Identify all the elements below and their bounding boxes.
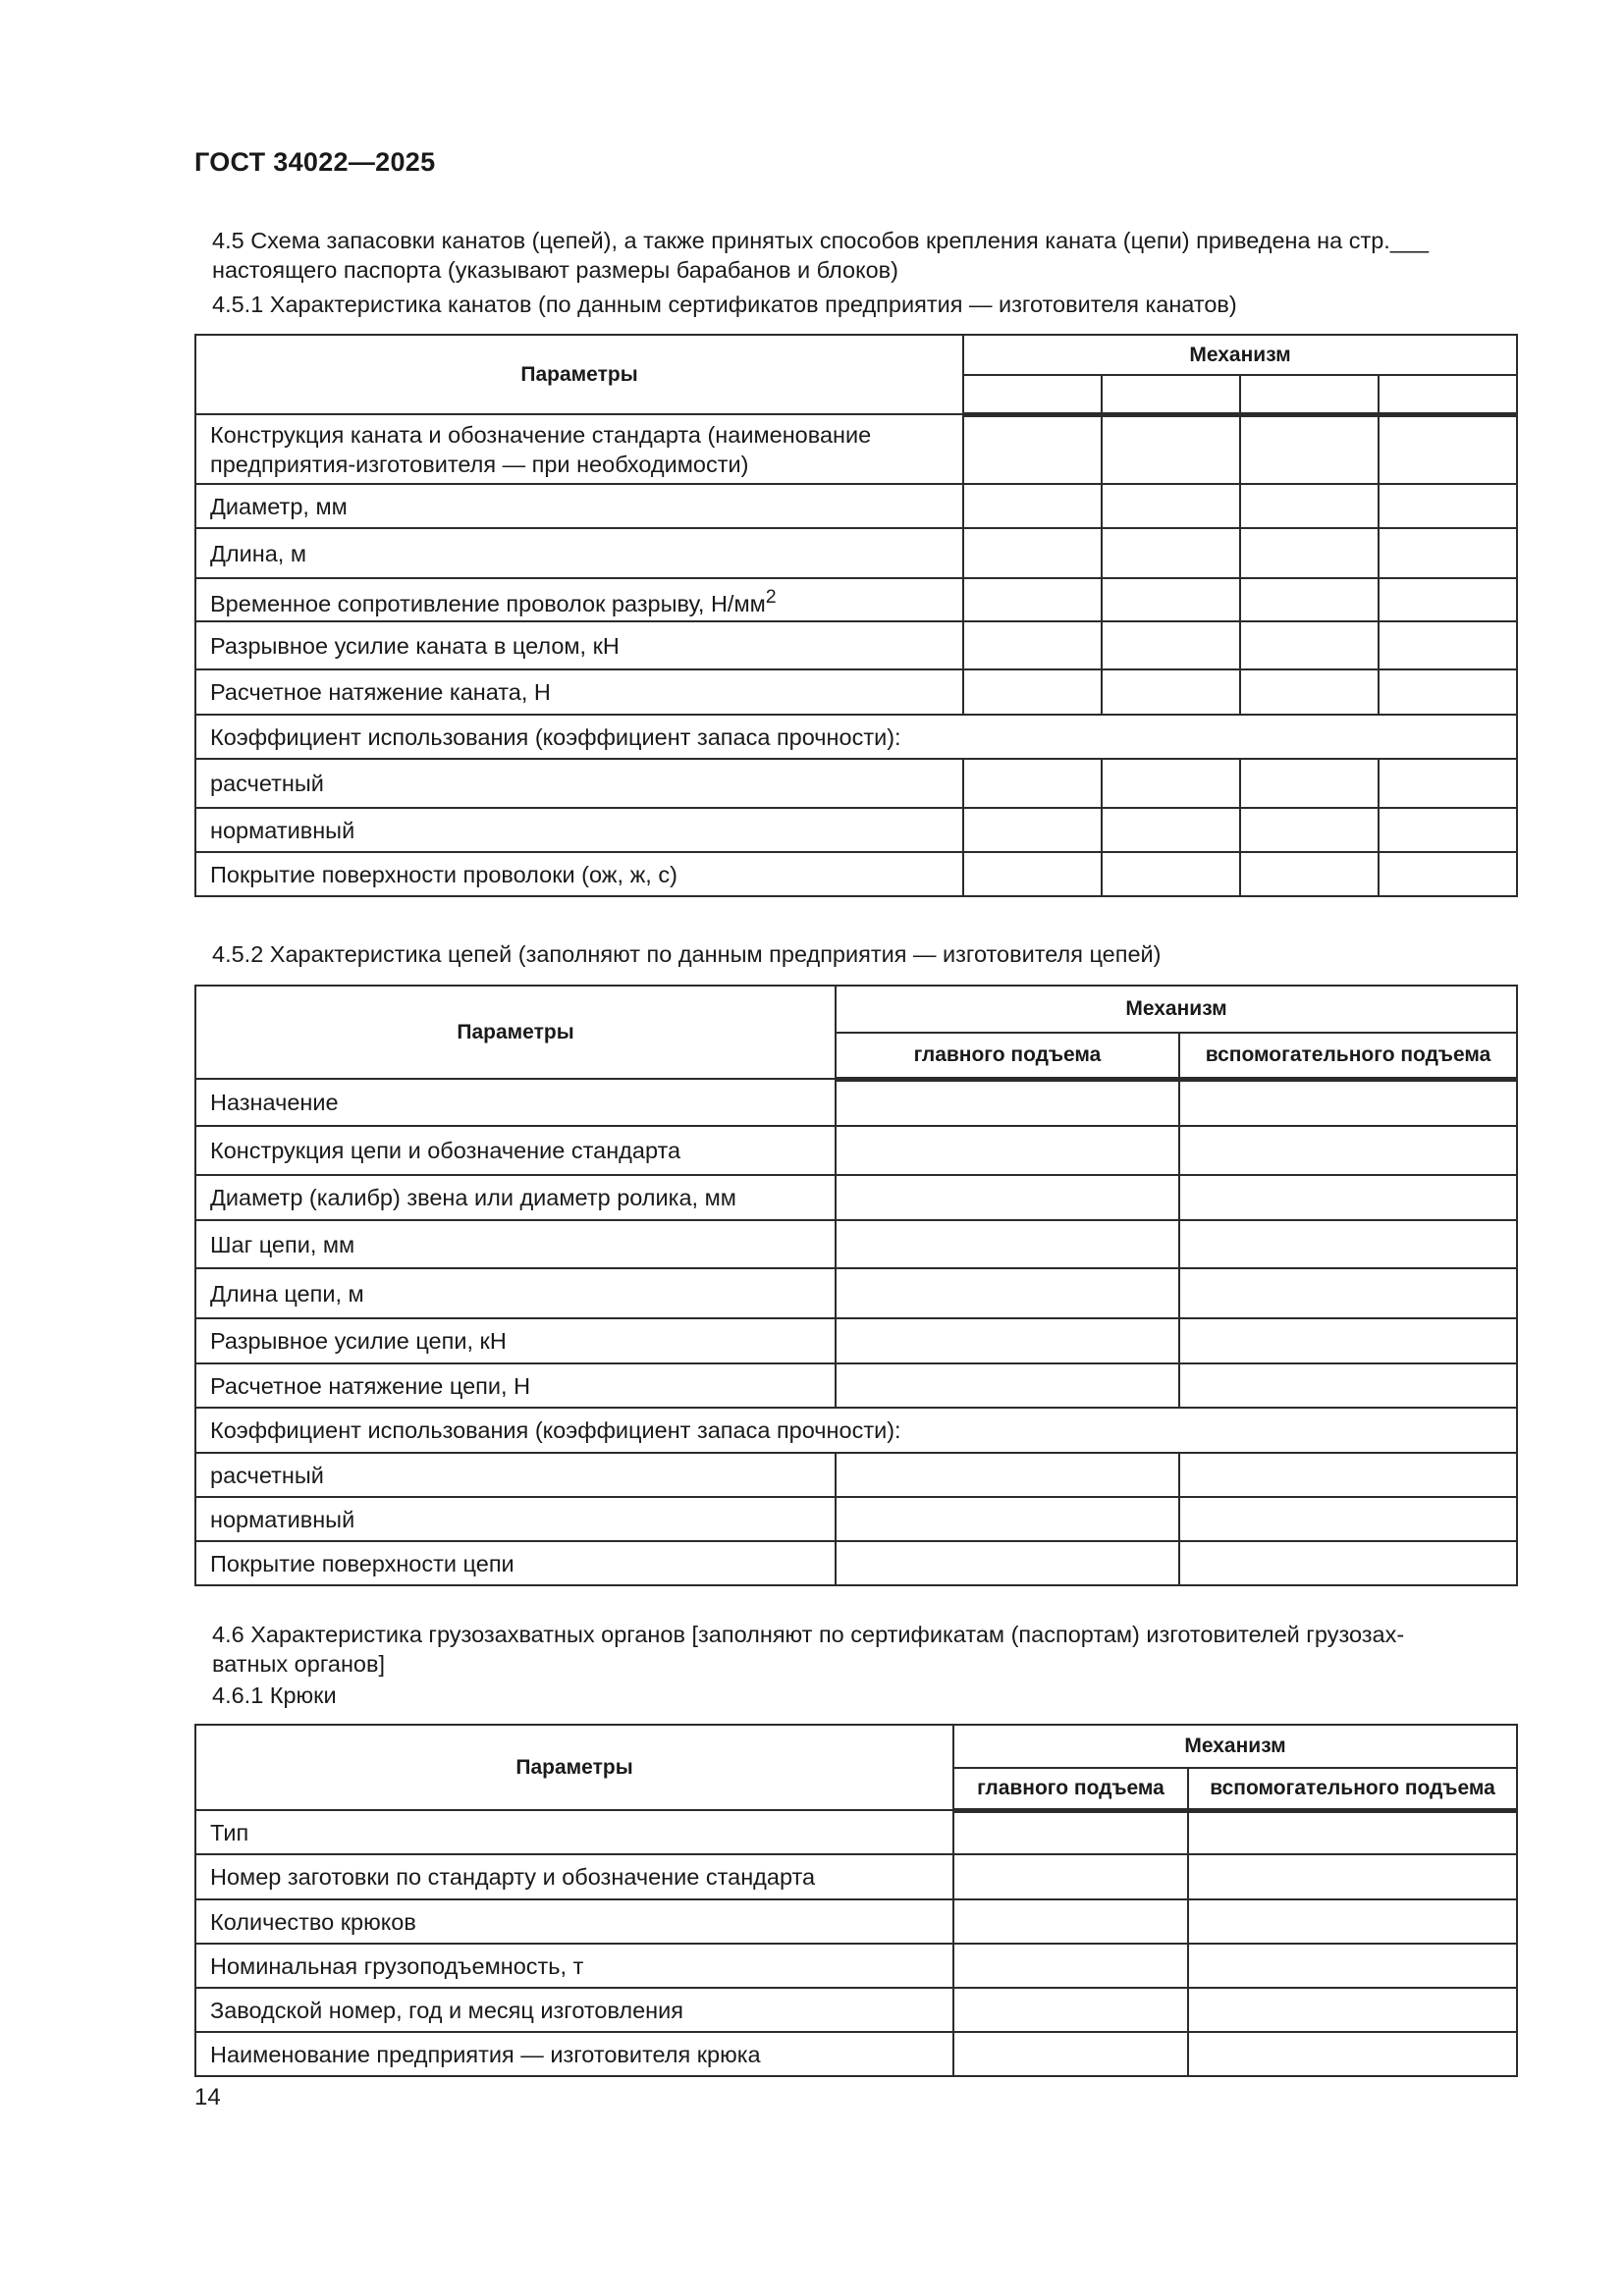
table-cell[interactable]	[953, 1988, 1188, 2032]
table-cell[interactable]	[836, 1318, 1179, 1363]
ropes-mechanism-col-1	[963, 375, 1102, 414]
table-cell[interactable]	[1188, 1810, 1517, 1854]
table-cell[interactable]	[836, 1363, 1179, 1408]
section-4-5-1-heading: 4.5.1 Характеристика канатов (по данным сертификатов предприятия — изготовителя канатов)	[212, 292, 1237, 317]
table-row	[195, 578, 1517, 621]
chains-row-label: расчетный	[195, 1453, 836, 1497]
table-cell[interactable]	[1102, 759, 1240, 808]
table-row	[195, 2032, 1517, 2076]
section-4-5-line2: настоящего паспорта (указывают размеры барабанов и блоков)	[212, 257, 898, 283]
chains-row-label: Диаметр (калибр) звена или диаметр ролика, мм	[195, 1175, 836, 1220]
table-row	[195, 621, 1517, 669]
table-cell[interactable]	[1379, 621, 1517, 669]
ropes-row-label: Диаметр, мм	[195, 484, 963, 528]
table-row	[195, 1541, 1517, 1585]
ropes-row-label: Длина, м	[195, 528, 963, 578]
chains-row-label: нормативный	[195, 1497, 836, 1541]
table-cell[interactable]	[1179, 1497, 1517, 1541]
table-cell[interactable]	[1379, 414, 1517, 484]
section-4-6-line2: ватных органов]	[212, 1651, 386, 1677]
table-cell[interactable]	[1179, 1079, 1517, 1126]
table-cell[interactable]	[836, 1268, 1179, 1318]
ropes-col-mechanism: Механизм	[963, 335, 1517, 375]
table-cell[interactable]	[1240, 759, 1379, 808]
section-4-5-2-heading: 4.5.2 Характеристика цепей (заполняют по данным предприятия — изготовителя цепей)	[212, 941, 1162, 967]
table-cell[interactable]	[963, 669, 1102, 715]
table-row	[195, 1220, 1517, 1268]
table-row	[195, 1988, 1517, 2032]
table-cell[interactable]	[836, 1079, 1179, 1126]
hooks-row-label: Заводской номер, год и месяц изготовления	[195, 1988, 953, 2032]
ropes-row-label: Коэффициент использования (коэффициент запаса прочности):	[195, 715, 1517, 759]
chains-col-aux-lift: вспомогательного подъема	[1179, 1033, 1517, 1079]
table-cell[interactable]	[953, 1899, 1188, 1944]
table-row	[195, 1126, 1517, 1175]
ropes-row-label: расчетный	[195, 759, 963, 808]
table-row	[195, 808, 1517, 852]
table-cell[interactable]	[1240, 852, 1379, 896]
table-cell[interactable]	[1102, 528, 1240, 578]
table-row	[195, 669, 1517, 715]
ropes-header-row	[195, 335, 1517, 375]
table-row	[195, 1944, 1517, 1988]
chains-row-label: Шаг цепи, мм	[195, 1220, 836, 1268]
chains-row-label: Разрывное усилие цепи, кН	[195, 1318, 836, 1363]
table-cell[interactable]	[963, 852, 1102, 896]
table-cell[interactable]	[1179, 1126, 1517, 1175]
table-cell[interactable]	[1188, 1988, 1517, 2032]
table-cell[interactable]	[1102, 669, 1240, 715]
hooks-row-label: Номинальная грузоподъемность, т	[195, 1944, 953, 1988]
table-row	[195, 1899, 1517, 1944]
table-cell[interactable]	[1102, 808, 1240, 852]
ropes-row-label	[195, 578, 963, 621]
table-row	[195, 484, 1517, 528]
table-cell[interactable]	[953, 1810, 1188, 1854]
table-cell[interactable]	[953, 2032, 1188, 2076]
chains-row-label: Длина цепи, м	[195, 1268, 836, 1318]
table-cell[interactable]	[963, 808, 1102, 852]
table-cell[interactable]	[1379, 852, 1517, 896]
table-cell[interactable]	[836, 1220, 1179, 1268]
table-cell[interactable]	[836, 1541, 1179, 1585]
chains-header-row	[195, 986, 1517, 1033]
table-cell[interactable]	[1179, 1268, 1517, 1318]
table-cell[interactable]	[1379, 528, 1517, 578]
table-cell[interactable]	[953, 1854, 1188, 1899]
table-cell[interactable]	[1179, 1541, 1517, 1585]
table-cell[interactable]	[1102, 578, 1240, 621]
hooks-table	[194, 1724, 1518, 2077]
chains-col-main-lift: главного подъема	[836, 1033, 1179, 1079]
table-cell[interactable]	[953, 1944, 1188, 1988]
table-cell[interactable]	[1379, 578, 1517, 621]
table-cell[interactable]	[1188, 2032, 1517, 2076]
table-cell[interactable]	[1240, 621, 1379, 669]
table-row	[195, 1453, 1517, 1497]
hooks-header-row	[195, 1725, 1517, 1768]
chains-row-label: Назначение	[195, 1079, 836, 1126]
table-cell[interactable]	[1179, 1220, 1517, 1268]
table-cell[interactable]	[1240, 578, 1379, 621]
table-row	[195, 1175, 1517, 1220]
ropes-col-params: Параметры	[195, 335, 963, 414]
table-row	[195, 1268, 1517, 1318]
table-cell[interactable]	[1179, 1363, 1517, 1408]
page-number: 14	[194, 2084, 221, 2110]
section-4-6-1-heading: 4.6.1 Крюки	[212, 1682, 337, 1708]
ropes-mechanism-col-4	[1379, 375, 1517, 414]
chains-table	[194, 985, 1518, 1586]
ropes-row-label: Разрывное усилие каната в целом, кН	[195, 621, 963, 669]
table-row	[195, 528, 1517, 578]
chains-col-mechanism: Механизм	[836, 986, 1517, 1033]
ropes-mechanism-col-2	[1102, 375, 1240, 414]
document-title: ГОСТ 34022—2025	[194, 147, 436, 177]
table-row	[195, 1810, 1517, 1854]
section-4-6-text	[212, 1620, 1515, 1679]
table-cell[interactable]	[1240, 669, 1379, 715]
table-cell[interactable]	[1240, 808, 1379, 852]
hooks-col-main-lift: главного подъема	[953, 1768, 1188, 1810]
hooks-col-params: Параметры	[195, 1725, 953, 1810]
table-row	[195, 1497, 1517, 1541]
table-row	[195, 1318, 1517, 1363]
ropes-mechanism-col-3	[1240, 375, 1379, 414]
table-cell[interactable]	[963, 484, 1102, 528]
table-row	[195, 1408, 1517, 1453]
chains-row-label: Конструкция цепи и обозначение стандарта	[195, 1126, 836, 1175]
ropes-row-label-text: Временное сопротивление проволок разрыву, Н/мм	[210, 590, 766, 616]
table-cell[interactable]	[963, 578, 1102, 621]
hooks-col-aux-lift: вспомогательного подъема	[1188, 1768, 1517, 1810]
hooks-row-label: Номер заготовки по стандарту и обозначение стандарта	[195, 1854, 953, 1899]
table-cell[interactable]	[1179, 1175, 1517, 1220]
superscript-2: 2	[765, 585, 777, 608]
ropes-row-label: Расчетное натяжение каната, Н	[195, 669, 963, 715]
table-cell[interactable]	[1188, 1944, 1517, 1988]
table-cell[interactable]	[836, 1497, 1179, 1541]
table-cell[interactable]	[1188, 1899, 1517, 1944]
ropes-row-label: Конструкция каната и обозначение стандарта (наименование предприятия-изготовителя — при необходимости)	[195, 414, 963, 484]
hooks-col-mechanism: Механизм	[953, 1725, 1517, 1768]
table-cell[interactable]	[1379, 759, 1517, 808]
table-cell[interactable]	[1379, 669, 1517, 715]
chains-row-label: Расчетное натяжение цепи, Н	[195, 1363, 836, 1408]
table-cell[interactable]	[1379, 808, 1517, 852]
table-cell[interactable]	[1379, 484, 1517, 528]
table-cell[interactable]	[1102, 484, 1240, 528]
table-cell[interactable]	[1102, 852, 1240, 896]
table-row	[195, 414, 1517, 484]
table-cell[interactable]	[836, 1453, 1179, 1497]
table-cell[interactable]	[963, 621, 1102, 669]
section-4-6-line1: 4.6 Характеристика грузозахватных органов [заполняют по сертификатам (паспортам) изготовителей грузозах-	[212, 1622, 1405, 1647]
table-row	[195, 759, 1517, 808]
chains-row-label: Покрытие поверхности цепи	[195, 1541, 836, 1585]
section-4-5-text	[212, 226, 1515, 285]
table-cell[interactable]	[963, 759, 1102, 808]
table-cell[interactable]	[1179, 1318, 1517, 1363]
section-4-5-line1: 4.5 Схема запасовки канатов (цепей), а также принятых способов крепления каната (цепи) приведена на стр.___	[212, 228, 1430, 253]
table-row	[195, 1079, 1517, 1126]
hooks-row-label: Наименование предприятия — изготовителя крюка	[195, 2032, 953, 2076]
ropes-table	[194, 334, 1518, 897]
table-cell[interactable]	[1240, 528, 1379, 578]
table-cell[interactable]	[836, 1175, 1179, 1220]
chains-row-label: Коэффициент использования (коэффициент запаса прочности):	[195, 1408, 1517, 1453]
ropes-row-label: Покрытие поверхности проволоки (ож, ж, с)	[195, 852, 963, 896]
hooks-row-label: Количество крюков	[195, 1899, 953, 1944]
table-cell[interactable]	[1179, 1453, 1517, 1497]
table-cell[interactable]	[1102, 621, 1240, 669]
table-row	[195, 852, 1517, 896]
table-row	[195, 715, 1517, 759]
table-cell[interactable]	[1240, 414, 1379, 484]
hooks-row-label: Тип	[195, 1810, 953, 1854]
chains-col-params: Параметры	[195, 986, 836, 1079]
table-cell[interactable]	[963, 414, 1102, 484]
table-cell[interactable]	[1188, 1854, 1517, 1899]
table-cell[interactable]	[963, 528, 1102, 578]
table-row	[195, 1854, 1517, 1899]
table-cell[interactable]	[1102, 414, 1240, 484]
table-cell[interactable]	[836, 1126, 1179, 1175]
ropes-row-label: нормативный	[195, 808, 963, 852]
table-cell[interactable]	[1240, 484, 1379, 528]
table-row	[195, 1363, 1517, 1408]
